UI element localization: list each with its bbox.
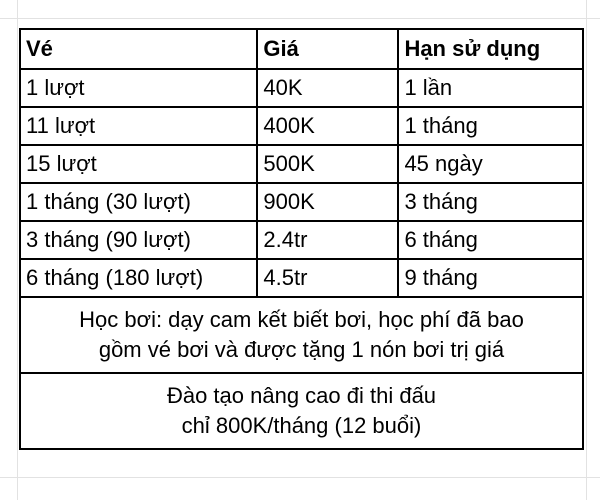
header-cell-price[interactable]: Giá <box>257 29 398 69</box>
ticket-cell[interactable]: 11 lượt <box>20 107 257 145</box>
advanced-training-note-row <box>20 373 583 449</box>
header-cell-validity[interactable]: Hạn sử dụng <box>398 29 583 69</box>
validity-cell[interactable]: 45 ngày <box>398 145 583 183</box>
ticket-cell[interactable]: 1 tháng (30 lượt) <box>20 183 257 221</box>
price-cell[interactable]: 4.5tr <box>257 259 398 297</box>
table-row <box>20 259 583 297</box>
swim-lessons-note-line-1: Học bơi: dạy cam kết biết bơi, học phí đã bao <box>79 307 524 332</box>
ticket-cell[interactable]: 3 tháng (90 lượt) <box>20 221 257 259</box>
table-row <box>20 145 583 183</box>
header-cell-ticket[interactable]: Vé <box>20 29 257 69</box>
price-cell[interactable]: 2.4tr <box>257 221 398 259</box>
ticket-cell[interactable]: 1 lượt <box>20 69 257 107</box>
swim-lessons-note-line-2: gồm vé bơi và được tặng 1 nón bơi trị giá <box>98 337 505 362</box>
table-header-row <box>20 29 583 69</box>
validity-cell[interactable]: 1 tháng <box>398 107 583 145</box>
swim-lessons-note-row <box>20 297 583 373</box>
advanced-training-note-line-1: Đào tạo nâng cao đi thi đấu <box>166 383 437 408</box>
validity-cell[interactable]: 6 tháng <box>398 221 583 259</box>
advanced-training-note-line-2: chỉ 800K/tháng (12 buổi) <box>181 413 422 438</box>
advanced-training-note-cell[interactable] <box>20 373 583 449</box>
price-cell[interactable]: 400K <box>257 107 398 145</box>
table-row <box>20 221 583 259</box>
validity-cell[interactable]: 9 tháng <box>398 259 583 297</box>
validity-cell[interactable]: 3 tháng <box>398 183 583 221</box>
price-cell[interactable]: 500K <box>257 145 398 183</box>
price-cell[interactable]: 40K <box>257 69 398 107</box>
price-table <box>19 28 584 450</box>
ticket-cell[interactable]: 15 lượt <box>20 145 257 183</box>
price-cell[interactable]: 900K <box>257 183 398 221</box>
table-row <box>20 69 583 107</box>
swim-lessons-note-cell[interactable] <box>20 297 583 373</box>
table-row <box>20 183 583 221</box>
validity-cell[interactable]: 1 lần <box>398 69 583 107</box>
table-row <box>20 107 583 145</box>
ticket-cell[interactable]: 6 tháng (180 lượt) <box>20 259 257 297</box>
